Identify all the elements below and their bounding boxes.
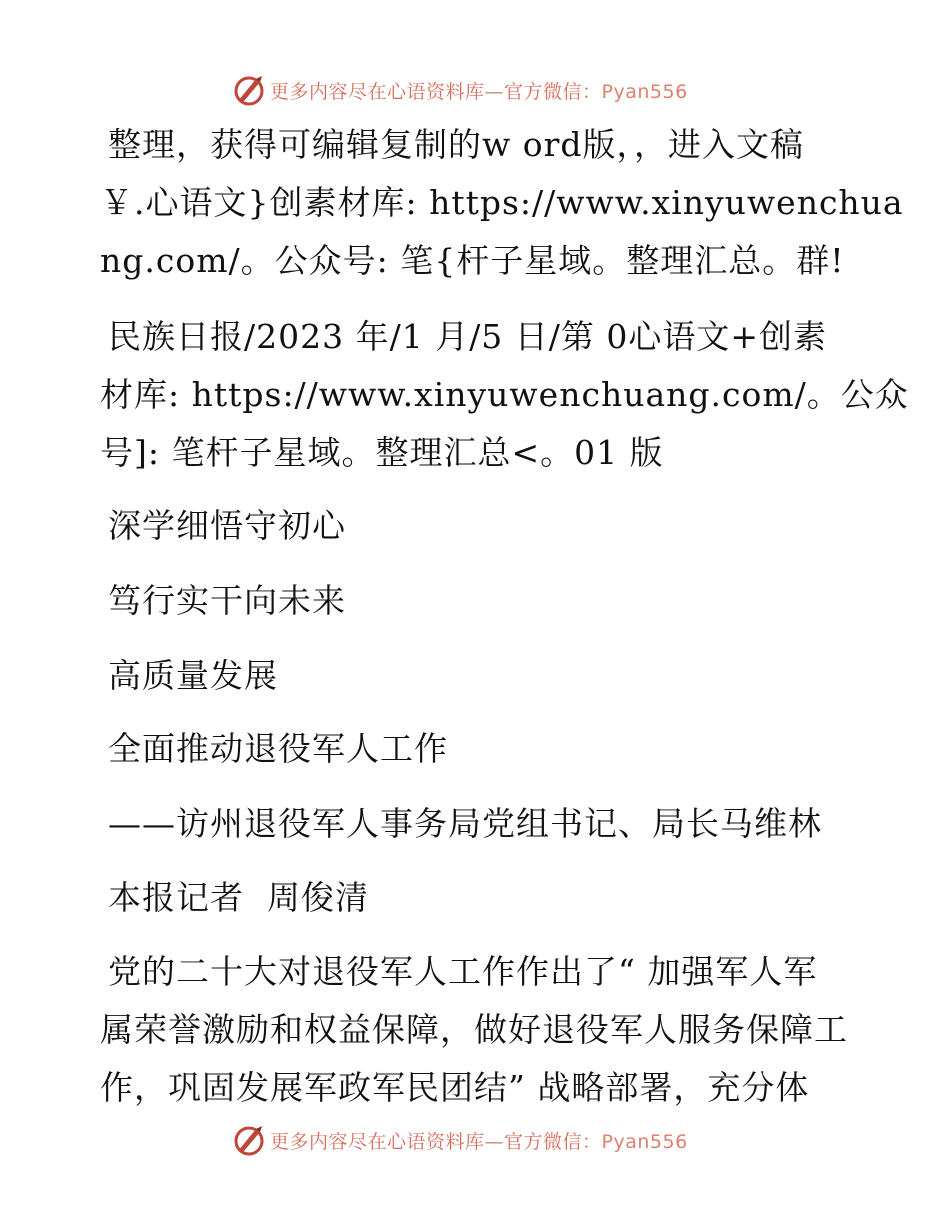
watermark-official: 官方微信 — [504, 80, 583, 103]
headline-text: 深学细悟守初心 — [108, 506, 346, 545]
watermark-brand: 更多内容尽在心语资料库 — [270, 80, 485, 103]
footer-watermark — [232, 1120, 732, 1160]
headline-text: 笃行实干向未来 — [108, 581, 346, 620]
subtitle — [100, 795, 868, 853]
watermark-dash: — — [484, 80, 505, 103]
headline-4 — [100, 720, 868, 778]
headline-1 — [100, 497, 868, 555]
header-watermark — [232, 70, 732, 110]
watermark-sep: ： — [582, 80, 602, 103]
watermark-official: 官方微信 — [504, 1130, 583, 1153]
watermark-sep: ： — [582, 1130, 602, 1153]
text-line: 属荣誉激励和权益保障，做好退役军人服务保障工 — [100, 1010, 848, 1049]
headline-3 — [100, 647, 868, 705]
text-line: 党的二十大对退役军人工作作出了“ 加强军人军 — [108, 952, 818, 991]
text-line: 民族日报/2023 年/1 月/5 日/第 0心语文+创素 — [108, 317, 828, 356]
watermark-dash: — — [484, 1130, 505, 1153]
watermark-wechat-id: Pyan556 — [601, 1130, 688, 1153]
text-line: 作，巩固发展军政军民团结” 战略部署，充分体 — [100, 1068, 810, 1107]
watermark-wechat-id: Pyan556 — [601, 80, 688, 103]
byline-text: 本报记者 周俊清 — [108, 878, 369, 917]
subtitle-text: ——访州退役军人事务局党组书记、局长马维林 — [108, 804, 822, 843]
text-line: ng.com/。公众号: 笔{杆子星域。整理汇总。群! — [100, 241, 845, 280]
headline-text: 高质量发展 — [108, 656, 278, 695]
headline-text: 全面推动退役军人工作 — [108, 729, 448, 768]
quill-logo-icon — [232, 73, 266, 107]
text-line: 号]: 笔杆子星域。整理汇总<。01 版 — [100, 433, 664, 472]
watermark-text — [270, 1127, 688, 1154]
paragraph-intro — [100, 116, 904, 290]
text-line: 整理，获得可编辑复制的w ord版，，进入文稿 — [108, 125, 805, 164]
paragraph-source — [100, 308, 909, 482]
byline — [100, 869, 868, 927]
text-line: ￥.心语文}创素材库: https://www.xinyuwenchua — [100, 183, 904, 222]
headline-2 — [100, 572, 868, 630]
watermark-brand: 更多内容尽在心语资料库 — [270, 1130, 485, 1153]
quill-logo-icon — [232, 1123, 266, 1157]
text-line: 材库: https://www.xinyuwenchuang.com/。公众 — [100, 375, 909, 414]
watermark-text — [270, 77, 688, 104]
paragraph-body — [100, 943, 868, 1117]
